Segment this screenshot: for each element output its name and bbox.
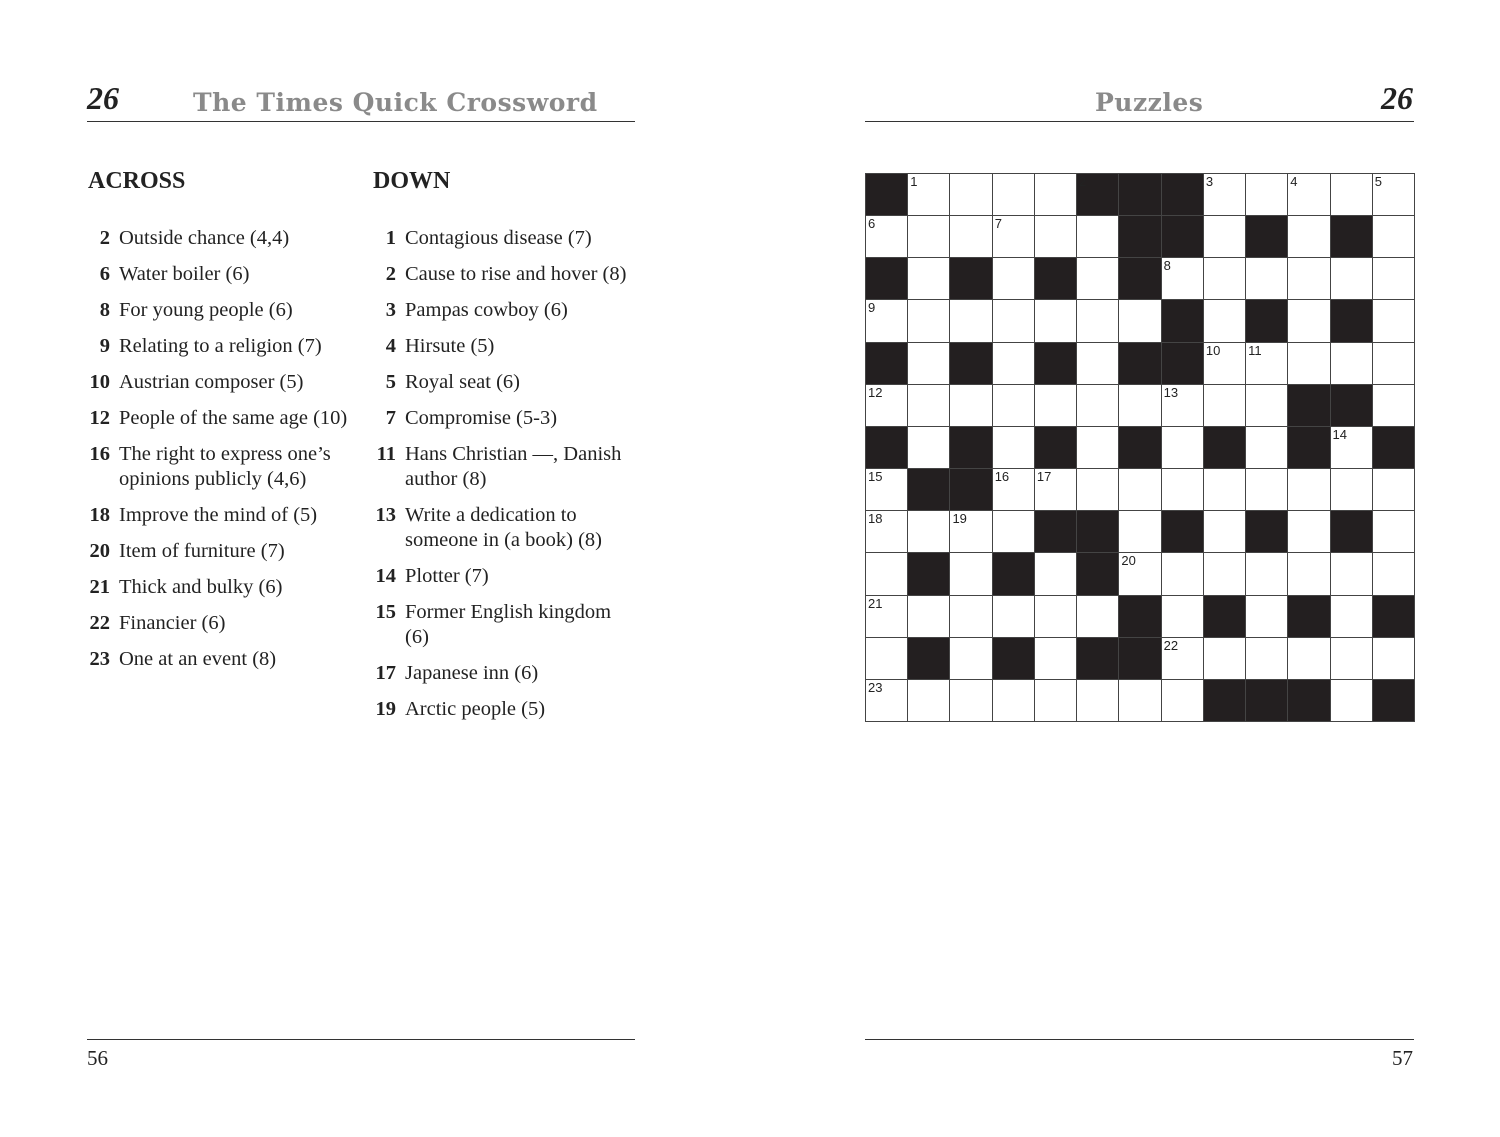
grid-block xyxy=(907,468,950,511)
folio-left: 56 xyxy=(87,1046,108,1070)
grid-block xyxy=(1287,595,1330,638)
cell-number: 12 xyxy=(868,384,883,400)
grid-cell[interactable] xyxy=(1161,468,1204,511)
down-clue xyxy=(372,406,637,431)
clue-number: 19 xyxy=(375,698,396,720)
grid-block xyxy=(1118,215,1161,258)
clue-number: 5 xyxy=(385,371,396,393)
clue-text: Pampas cowboy (6) xyxy=(405,299,568,321)
grid-block xyxy=(1330,215,1373,258)
across-clue xyxy=(86,442,356,492)
grid-cell[interactable] xyxy=(907,510,950,553)
grid-cell[interactable] xyxy=(865,384,908,427)
grid-cell[interactable] xyxy=(1076,468,1119,511)
grid-cell[interactable] xyxy=(1034,679,1077,722)
across-clue xyxy=(86,262,356,287)
grid-cell[interactable] xyxy=(907,384,950,427)
clue-number: 12 xyxy=(89,407,110,429)
grid-cell[interactable] xyxy=(907,595,950,638)
clue-number: 20 xyxy=(89,540,110,562)
cell-number: 5 xyxy=(1374,174,1382,189)
grid-cell[interactable] xyxy=(949,552,992,595)
grid-cell[interactable] xyxy=(992,173,1035,216)
cell-number: 21 xyxy=(868,595,883,611)
grid-cell[interactable] xyxy=(1330,426,1373,469)
grid-cell[interactable] xyxy=(1161,552,1204,595)
clue-number: 8 xyxy=(99,299,110,321)
grid-cell[interactable] xyxy=(1245,342,1288,385)
clue-number: 14 xyxy=(375,565,396,587)
clue-number: 22 xyxy=(89,612,110,634)
grid-cell[interactable] xyxy=(1245,384,1288,427)
down-clue xyxy=(372,697,637,722)
cell-number: 3 xyxy=(1205,174,1214,189)
grid-cell[interactable] xyxy=(1076,342,1119,385)
grid-cell[interactable] xyxy=(949,215,992,258)
grid-block xyxy=(1118,173,1161,216)
cell-number: 13 xyxy=(1163,384,1179,400)
grid-cell[interactable] xyxy=(1287,342,1330,385)
grid-cell[interactable] xyxy=(1034,215,1077,258)
grid-block xyxy=(1330,510,1373,553)
clue-text: Financier (6) xyxy=(119,612,226,634)
grid-cell[interactable] xyxy=(1076,426,1119,469)
across-clue xyxy=(86,503,356,528)
grid-cell[interactable] xyxy=(1287,637,1330,680)
grid-cell[interactable] xyxy=(1076,299,1119,342)
cell-number: 20 xyxy=(1121,553,1136,569)
cell-number: 10 xyxy=(1205,342,1221,358)
grid-cell[interactable] xyxy=(1034,595,1077,638)
cell-number: 16 xyxy=(994,469,1010,485)
grid-cell[interactable] xyxy=(1330,595,1373,638)
grid-block xyxy=(992,552,1035,595)
cell-number: 11 xyxy=(1248,342,1262,358)
grid-block xyxy=(1372,679,1415,722)
clue-number: 2 xyxy=(99,227,110,249)
grid-cell[interactable] xyxy=(1287,215,1330,258)
grid-cell[interactable] xyxy=(1287,468,1330,511)
grid-cell[interactable] xyxy=(1372,173,1415,216)
grid-block xyxy=(1372,595,1415,638)
grid-block xyxy=(1076,637,1119,680)
grid-cell[interactable] xyxy=(865,299,908,342)
grid-block xyxy=(949,257,992,300)
clue-number: 7 xyxy=(385,407,396,429)
grid-cell[interactable] xyxy=(1287,552,1330,595)
grid-cell[interactable] xyxy=(1287,257,1330,300)
grid-cell[interactable] xyxy=(1076,679,1119,722)
footer-rule-right xyxy=(865,1039,1414,1040)
grid-block xyxy=(1161,342,1204,385)
grid-cell[interactable] xyxy=(1330,173,1373,216)
clue-text: Improve the mind of (5) xyxy=(119,504,318,526)
grid-block xyxy=(1118,426,1161,469)
clue-number: 17 xyxy=(375,662,396,684)
grid-block xyxy=(1161,215,1204,258)
grid-cell[interactable] xyxy=(1245,257,1288,300)
grid-block xyxy=(1118,595,1161,638)
grid-cell[interactable] xyxy=(1118,468,1161,511)
grid-cell[interactable] xyxy=(1118,299,1161,342)
down-clue xyxy=(372,226,637,251)
clue-text: The right to express one’s opinions publicly (4,6) xyxy=(119,443,331,490)
grid-block xyxy=(1203,679,1246,722)
clue-number: 11 xyxy=(376,443,396,465)
grid-cell[interactable] xyxy=(1034,299,1077,342)
clue-text: Japanese inn (6) xyxy=(405,662,539,684)
across-clue xyxy=(86,370,356,395)
grid-cell[interactable] xyxy=(1203,468,1246,511)
cell-number: 9 xyxy=(868,300,876,316)
clue-number: 3 xyxy=(385,299,396,321)
clue-number: 16 xyxy=(89,443,110,465)
cell-number: 23 xyxy=(868,679,883,695)
clue-number: 23 xyxy=(89,648,110,670)
grid-block xyxy=(1118,257,1161,300)
grid-block xyxy=(1118,342,1161,385)
grid-block xyxy=(1372,426,1415,469)
grid-cell[interactable] xyxy=(949,299,992,342)
grid-block xyxy=(907,552,950,595)
grid-cell[interactable] xyxy=(907,426,950,469)
grid-block xyxy=(992,637,1035,680)
clue-number: 4 xyxy=(385,335,396,357)
grid-cell[interactable] xyxy=(1287,173,1330,216)
grid-cell[interactable] xyxy=(1287,510,1330,553)
grid-block xyxy=(1034,510,1077,553)
grid-cell[interactable] xyxy=(1203,510,1246,553)
grid-cell[interactable] xyxy=(1118,510,1161,553)
grid-cell[interactable] xyxy=(1203,637,1246,680)
clue-number: 1 xyxy=(385,227,396,249)
grid-cell[interactable] xyxy=(1161,426,1204,469)
grid-cell[interactable] xyxy=(1330,257,1373,300)
grid-block xyxy=(1076,510,1119,553)
grid-cell[interactable] xyxy=(1076,215,1119,258)
clue-number: 10 xyxy=(89,371,110,393)
grid-cell[interactable] xyxy=(1372,257,1415,300)
grid-cell[interactable] xyxy=(1372,384,1415,427)
grid-cell[interactable] xyxy=(1245,637,1288,680)
grid-cell[interactable] xyxy=(1203,215,1246,258)
grid-cell[interactable] xyxy=(1034,637,1077,680)
down-clue xyxy=(372,564,637,589)
grid-block xyxy=(1245,679,1288,722)
down-clue xyxy=(372,298,637,323)
down-clue xyxy=(372,600,637,650)
clue-text: Hirsute (5) xyxy=(405,335,495,357)
across-clue xyxy=(86,298,356,323)
grid-cell[interactable] xyxy=(992,384,1035,427)
grid-block xyxy=(1287,426,1330,469)
grid-cell[interactable] xyxy=(1330,468,1373,511)
grid-cell[interactable] xyxy=(949,679,992,722)
grid-cell[interactable] xyxy=(992,468,1035,511)
grid-block xyxy=(1245,299,1288,342)
across-clue xyxy=(86,334,356,359)
puzzle-number-left: 26 xyxy=(87,80,119,116)
grid-block xyxy=(949,342,992,385)
cell-number: 2 xyxy=(1079,174,1087,189)
grid-cell[interactable] xyxy=(949,510,992,553)
grid-cell[interactable] xyxy=(1372,510,1415,553)
cell-number: 22 xyxy=(1163,637,1179,653)
clue-number: 21 xyxy=(89,576,110,598)
grid-cell[interactable] xyxy=(1034,384,1077,427)
grid-cell[interactable] xyxy=(865,468,908,511)
grid-cell[interactable] xyxy=(1330,552,1373,595)
grid-cell[interactable] xyxy=(992,215,1035,258)
grid-cell[interactable] xyxy=(1161,595,1204,638)
down-heading: DOWN xyxy=(373,168,451,194)
grid-cell[interactable] xyxy=(907,342,950,385)
clue-number: 18 xyxy=(89,504,110,526)
grid-cell[interactable] xyxy=(1372,637,1415,680)
grid-cell[interactable] xyxy=(992,510,1035,553)
grid-cell[interactable] xyxy=(1161,679,1204,722)
grid-cell[interactable] xyxy=(1076,257,1119,300)
header-rule-right xyxy=(865,121,1414,122)
grid-cell[interactable] xyxy=(1245,552,1288,595)
clue-text: Water boiler (6) xyxy=(119,263,250,285)
grid-block xyxy=(949,468,992,511)
clue-number: 6 xyxy=(99,263,110,285)
grid-cell[interactable] xyxy=(1372,552,1415,595)
grid-cell[interactable] xyxy=(865,215,908,258)
grid-cell[interactable] xyxy=(1330,679,1373,722)
running-title-left: The Times Quick Crossword xyxy=(193,88,598,117)
clue-text: Hans Christian —, Danish author (8) xyxy=(405,443,622,490)
clue-number: 2 xyxy=(385,263,396,285)
grid-cell[interactable] xyxy=(1034,173,1077,216)
grid-cell[interactable] xyxy=(949,637,992,680)
grid-block xyxy=(1034,257,1077,300)
grid-cell[interactable] xyxy=(1161,384,1204,427)
grid-block xyxy=(1245,215,1288,258)
grid-block xyxy=(907,637,950,680)
grid-block xyxy=(1034,342,1077,385)
down-clue xyxy=(372,442,637,492)
grid-cell[interactable] xyxy=(992,257,1035,300)
grid-block xyxy=(1076,552,1119,595)
grid-block xyxy=(865,342,908,385)
grid-cell[interactable] xyxy=(1245,595,1288,638)
across-clue xyxy=(86,575,356,600)
grid-cell[interactable] xyxy=(1372,468,1415,511)
down-clue xyxy=(372,661,637,686)
grid-block xyxy=(1034,426,1077,469)
grid-cell[interactable] xyxy=(907,173,950,216)
grid-cell[interactable] xyxy=(1372,299,1415,342)
grid-cell[interactable] xyxy=(907,257,950,300)
cell-number: 17 xyxy=(1036,469,1052,485)
grid-block xyxy=(1287,679,1330,722)
grid-cell[interactable] xyxy=(1034,468,1077,511)
grid-cell[interactable] xyxy=(992,342,1035,385)
grid-cell[interactable] xyxy=(865,510,908,553)
grid-cell[interactable] xyxy=(1076,384,1119,427)
grid-block xyxy=(1161,299,1204,342)
running-title-right: Puzzles xyxy=(1095,88,1204,117)
crossword-grid xyxy=(865,173,1414,721)
grid-cell[interactable] xyxy=(865,595,908,638)
clue-text: Outside chance (4,4) xyxy=(119,227,290,249)
clue-number: 15 xyxy=(375,601,396,623)
grid-cell[interactable] xyxy=(1203,552,1246,595)
cell-number: 15 xyxy=(868,469,883,485)
grid-cell[interactable] xyxy=(865,637,908,680)
clue-text: Plotter (7) xyxy=(405,565,489,587)
grid-cell[interactable] xyxy=(1330,342,1373,385)
grid-block xyxy=(865,173,908,216)
across-clue xyxy=(86,406,356,431)
down-clue xyxy=(372,262,637,287)
clue-text: Former English kingdom (6) xyxy=(405,601,612,648)
grid-cell[interactable] xyxy=(1203,384,1246,427)
cell-number: 14 xyxy=(1332,426,1347,442)
folio-right: 57 xyxy=(1392,1046,1413,1070)
grid-cell[interactable] xyxy=(992,426,1035,469)
clue-text: Relating to a religion (7) xyxy=(119,335,322,357)
clue-text: Cause to rise and hover (8) xyxy=(405,263,627,285)
grid-cell[interactable] xyxy=(1118,679,1161,722)
grid-cell[interactable] xyxy=(1161,637,1204,680)
clue-text: Arctic people (5) xyxy=(405,698,546,720)
footer-rule-left xyxy=(87,1039,635,1040)
clue-number: 9 xyxy=(99,335,110,357)
grid-cell[interactable] xyxy=(1034,552,1077,595)
header-rule-left xyxy=(87,121,635,122)
grid-cell[interactable] xyxy=(1372,342,1415,385)
grid-cell[interactable] xyxy=(949,595,992,638)
across-clue xyxy=(86,539,356,564)
cell-number: 6 xyxy=(868,216,876,232)
grid-block xyxy=(1330,299,1373,342)
grid-block xyxy=(1245,510,1288,553)
grid-block xyxy=(1161,510,1204,553)
puzzle-number-right: 26 xyxy=(1381,80,1413,116)
cell-number: 4 xyxy=(1290,174,1298,189)
clue-text: One at an event (8) xyxy=(119,648,277,670)
across-clue-list xyxy=(86,226,356,683)
grid-block xyxy=(1118,637,1161,680)
grid-cell[interactable] xyxy=(865,679,908,722)
grid-block xyxy=(1330,384,1373,427)
grid-cell[interactable] xyxy=(865,552,908,595)
grid-cell[interactable] xyxy=(1245,426,1288,469)
grid-cell[interactable] xyxy=(1076,595,1119,638)
clue-text: People of the same age (10) xyxy=(119,407,348,429)
grid-cell[interactable] xyxy=(1203,299,1246,342)
across-clue xyxy=(86,226,356,251)
down-clue xyxy=(372,503,637,553)
grid-block xyxy=(1076,173,1119,216)
grid-cell[interactable] xyxy=(992,679,1035,722)
clue-number: 13 xyxy=(375,504,396,526)
cell-number: 19 xyxy=(952,511,967,527)
grid-cell[interactable] xyxy=(1203,173,1246,216)
grid-block xyxy=(1203,595,1246,638)
grid-block xyxy=(1161,173,1204,216)
grid-cell[interactable] xyxy=(907,215,950,258)
cell-number: 1 xyxy=(910,174,918,189)
grid-cell[interactable] xyxy=(1330,637,1373,680)
grid-cell[interactable] xyxy=(1161,257,1204,300)
grid-block xyxy=(1287,384,1330,427)
clue-text: Austrian composer (5) xyxy=(119,371,304,393)
cell-number: 8 xyxy=(1163,258,1171,274)
clue-text: Thick and bulky (6) xyxy=(119,576,283,598)
grid-cell[interactable] xyxy=(949,384,992,427)
clue-text: Write a dedication to someone in (a book) (8) xyxy=(405,504,602,551)
grid-cell[interactable] xyxy=(1203,342,1246,385)
grid-cell[interactable] xyxy=(1245,173,1288,216)
clue-text: Contagious disease (7) xyxy=(405,227,592,249)
grid-cell[interactable] xyxy=(992,595,1035,638)
grid-cell[interactable] xyxy=(907,679,950,722)
grid-block xyxy=(1203,426,1246,469)
grid-block xyxy=(865,257,908,300)
cell-number: 18 xyxy=(868,511,883,527)
grid-block xyxy=(865,426,908,469)
grid-cell[interactable] xyxy=(1118,384,1161,427)
grid-cell[interactable] xyxy=(1245,468,1288,511)
grid-cell[interactable] xyxy=(1118,552,1161,595)
clue-text: For young people (6) xyxy=(119,299,293,321)
across-clue xyxy=(86,647,356,672)
cell-number: 7 xyxy=(994,216,1002,232)
clue-text: Item of furniture (7) xyxy=(119,540,285,562)
across-clue xyxy=(86,611,356,636)
down-clue xyxy=(372,370,637,395)
across-heading: ACROSS xyxy=(88,168,186,194)
grid-cell[interactable] xyxy=(1372,215,1415,258)
down-clue-list xyxy=(372,226,637,733)
grid-cell[interactable] xyxy=(1203,257,1246,300)
grid-cell[interactable] xyxy=(907,299,950,342)
grid-block xyxy=(949,426,992,469)
clue-text: Compromise (5-3) xyxy=(405,407,558,429)
grid-cell[interactable] xyxy=(949,173,992,216)
down-clue xyxy=(372,334,637,359)
grid-cell[interactable] xyxy=(1287,299,1330,342)
grid-cell[interactable] xyxy=(992,299,1035,342)
clue-text: Royal seat (6) xyxy=(405,371,520,393)
